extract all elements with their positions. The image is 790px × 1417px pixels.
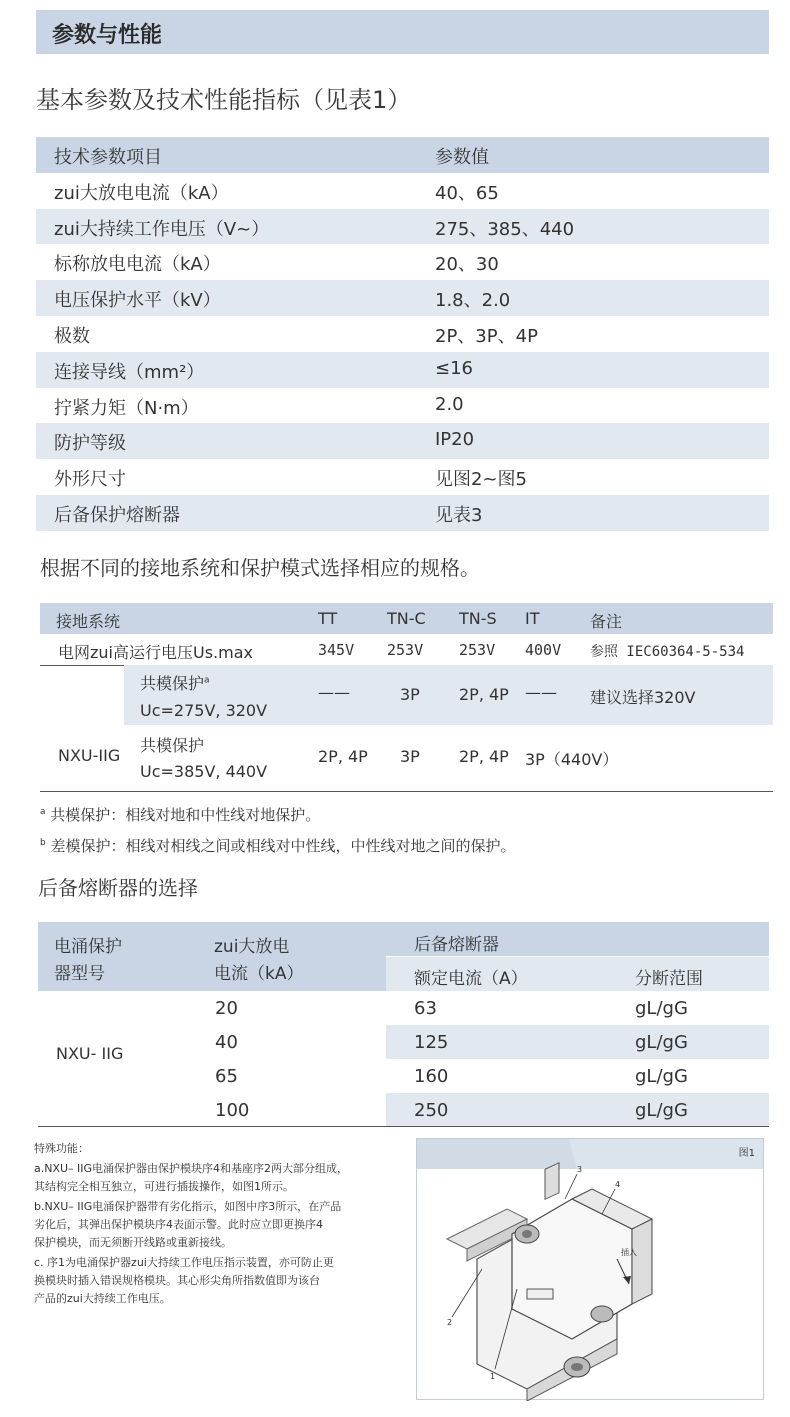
voltage-remark: 参照 IEC60364-5-534 — [590, 644, 745, 660]
table-row — [36, 423, 769, 459]
param-name: 电压保护水平（kV） — [54, 290, 221, 312]
table-row — [36, 209, 769, 245]
grounding-model: NXU-IIG — [58, 746, 121, 765]
max-current: 100 — [215, 1100, 250, 1121]
breaking-range: gL/gG — [635, 1100, 688, 1121]
header-it: IT — [525, 609, 540, 628]
param-name: zui大持续工作电压（V~） — [54, 218, 270, 240]
spd-device-illustration — [417, 1139, 765, 1401]
param-name: 极数 — [54, 325, 90, 347]
param-value: 275、385、440 — [435, 218, 575, 240]
mode1-name: 共模保护$^a$ — [140, 674, 210, 693]
header-model-line1: 电涌保护 — [54, 937, 122, 957]
mode1-remark: 建议选择320V — [590, 688, 696, 707]
header-rated-current: 额定电流（A） — [414, 969, 528, 989]
header-max-line1: zui大放电 — [214, 937, 290, 957]
max-current: 20 — [215, 998, 238, 1019]
mode1-tns: 2P, 4P — [459, 685, 509, 704]
note-b: $^b$ 差模保护：相线对相线之间或相线对中性线，中性线对地之间的保护。 — [40, 837, 516, 855]
grounding-section-title: 根据不同的接地系统和保护模式选择相应的规格。 — [40, 556, 480, 580]
breaking-range: gL/gG — [635, 1066, 688, 1087]
fuse-table-header-fuse — [386, 922, 769, 956]
callout-4: 4 — [615, 1180, 621, 1189]
fuse-table-subheader — [386, 957, 769, 991]
header-param-item: 技术参数项目 — [54, 147, 162, 168]
param-name: 后备保护熔断器 — [54, 504, 180, 526]
special-line: 其结构完全相互独立，可进行插拔操作，如图1所示。 — [34, 1180, 294, 1193]
special-line: 保护模块，而无须断开线路或重新接线。 — [34, 1236, 232, 1249]
param-name: zui大放电电流（kA） — [54, 182, 229, 204]
table-row — [36, 352, 769, 388]
header-breaking-range: 分断范围 — [635, 969, 703, 989]
header-tt: TT — [318, 609, 338, 628]
mode1-row — [124, 665, 773, 725]
table-row — [36, 388, 769, 424]
rated-current: 125 — [414, 1032, 449, 1053]
table-row — [36, 173, 769, 209]
mode1-tt: —— — [318, 683, 350, 702]
param-value: 见图2~图5 — [435, 469, 527, 491]
param-value: 2.0 — [435, 393, 464, 415]
rated-current: 250 — [414, 1100, 449, 1121]
fuse-model: NXU- IIG — [56, 1044, 124, 1063]
param-value: 2P、3P、4P — [435, 325, 538, 347]
special-line: a.NXU– IIG电涌保护器由保护模块序4和基座序2两大部分组成， — [34, 1162, 349, 1175]
fuse-table-header-left — [38, 922, 386, 991]
mode2-row — [40, 725, 773, 791]
header-remark: 备注 — [590, 612, 623, 631]
param-name: 标称放电电流（kA） — [54, 254, 221, 276]
mode2-tns: 2P, 4P — [459, 747, 509, 766]
insert-label: 插入 — [621, 1248, 637, 1257]
header-param-value: 参数值 — [435, 147, 489, 168]
product-figure — [416, 1138, 764, 1400]
param-name: 拧紧力矩（N·m） — [54, 397, 199, 419]
voltage-row — [40, 634, 773, 665]
mode2-tt: 2P, 4P — [318, 747, 368, 766]
mode2-name: 共模保护 — [140, 736, 205, 755]
banner-title: 参数与性能 — [52, 23, 163, 48]
special-line: 产品的zui大持续工作电压。 — [34, 1292, 171, 1305]
table-row — [36, 280, 769, 316]
param-name: 防护等级 — [54, 433, 126, 455]
grounding-table-header — [40, 603, 773, 634]
table-row — [36, 244, 769, 280]
param-name: 外形尺寸 — [54, 469, 126, 491]
max-current: 65 — [215, 1066, 238, 1087]
header-max-line2: 电流（kA） — [214, 964, 304, 984]
header-grounding-system: 接地系统 — [56, 612, 121, 631]
voltage-label: 电网zui高运行电压Us.max — [58, 643, 253, 662]
mode2-uc: Uc=385V, 440V — [140, 762, 268, 781]
breaking-range: gL/gG — [635, 998, 688, 1019]
table-divider — [38, 1126, 769, 1127]
params-subtitle: 基本参数及技术性能指标（见表1） — [36, 86, 412, 114]
mode1-uc: Uc=275V, 320V — [140, 701, 268, 720]
param-value: 见表3 — [435, 504, 483, 526]
breaking-range: gL/gG — [635, 1032, 688, 1053]
voltage-it: 400V — [525, 641, 562, 659]
param-value: ≤16 — [435, 357, 473, 379]
voltage-tns: 253V — [459, 641, 496, 659]
fuse-section-title: 后备熔断器的选择 — [38, 876, 198, 900]
param-name: 连接导线（mm²） — [54, 361, 205, 383]
rated-current: 160 — [414, 1066, 449, 1087]
mode2-tnc: 3P — [400, 747, 420, 766]
callout-2: 2 — [447, 1318, 453, 1327]
header-tns: TN-S — [459, 609, 497, 628]
special-title: 特殊功能： — [34, 1142, 89, 1155]
header-model-line2: 器型号 — [54, 964, 105, 984]
figure-label: 图1 — [738, 1148, 755, 1159]
param-value: 40、65 — [435, 182, 499, 204]
table-row — [36, 316, 769, 352]
rated-current: 63 — [414, 998, 437, 1019]
mode1-tnc: 3P — [400, 685, 420, 704]
param-value: 1.8、2.0 — [435, 290, 511, 312]
params-table — [36, 137, 769, 531]
voltage-tt: 345V — [318, 641, 355, 659]
table-divider — [40, 791, 773, 792]
table-row — [36, 459, 769, 495]
special-line: c. 序1为电涌保护器zui大持续工作电压指示装置，亦可防止更 — [34, 1256, 334, 1269]
special-line: 换模块时插入错误规格模块。其心形尖角所指数值即为该台 — [34, 1274, 320, 1287]
voltage-tnc: 253V — [387, 641, 424, 659]
param-value: IP20 — [435, 429, 475, 451]
section-banner — [36, 10, 769, 54]
callout-3: 3 — [577, 1165, 583, 1174]
header-tnc: TN-C — [387, 609, 426, 628]
params-table-header — [36, 137, 769, 173]
mode1-it: —— — [525, 683, 557, 702]
note-a: $^a$ 共模保护：相线对地和中性线对地保护。 — [40, 806, 321, 824]
table-row — [36, 495, 769, 531]
header-backup-fuse: 后备熔断器 — [414, 935, 499, 955]
callout-1: 1 — [490, 1372, 496, 1381]
special-line: 劣化后，其弹出保护模块序4表面示警。此时应立即更换序4 — [34, 1218, 323, 1231]
param-value: 20、30 — [435, 254, 499, 276]
special-line: b.NXU– IIG电涌保护器带有劣化指示，如图中序3所示，在产品 — [34, 1200, 342, 1213]
mode2-it: 3P（440V） — [525, 750, 619, 769]
max-current: 40 — [215, 1032, 238, 1053]
